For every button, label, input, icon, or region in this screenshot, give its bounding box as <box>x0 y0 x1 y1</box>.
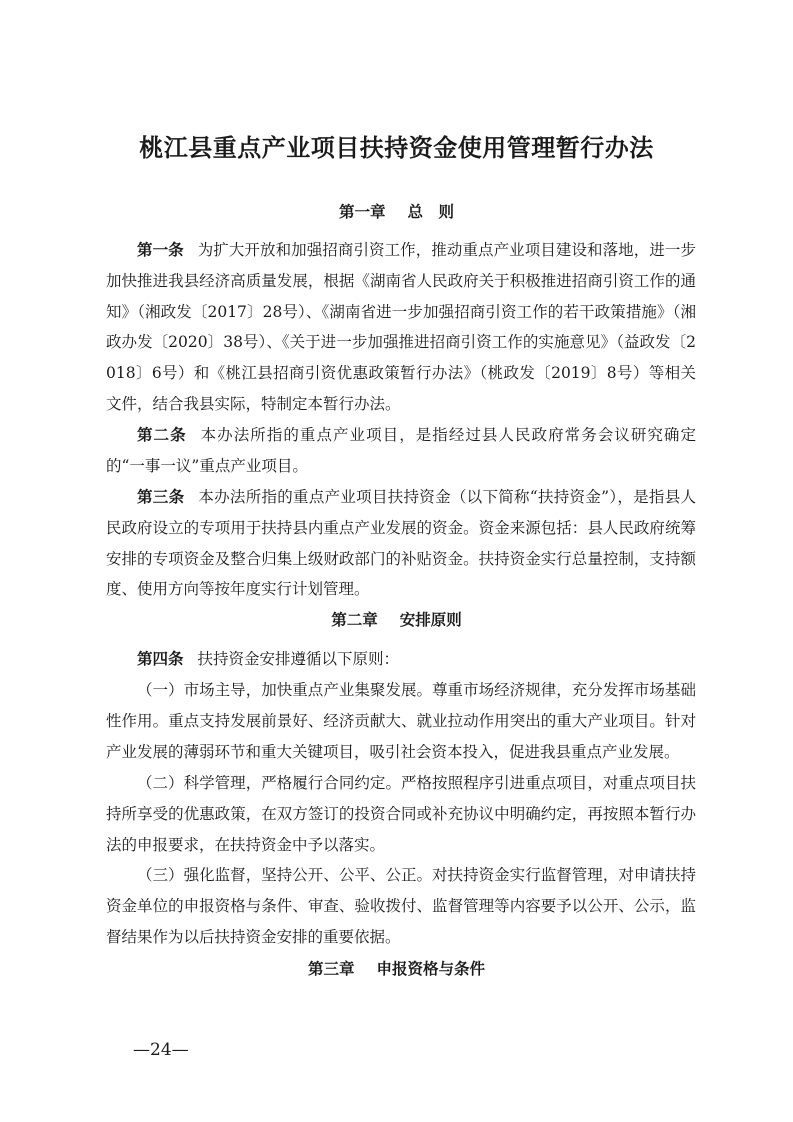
principle-text: 对扶持资金实行监督管理，对申请扶持资金单位的申报资格与条件、审查、验收拨付、监督管理等内容要予以公开、公示，监督结果作为以后扶持资金安排的重要依据。 <box>106 866 696 946</box>
chapter-name: 安排原则 <box>399 611 462 629</box>
article-text: 本办法所指的重点产业项目扶持资金（以下简称“扶持资金”），是指县人民政府设立的专项用于扶持县内重点产业发展的资金。资金来源包括：县人民政府统筹安排的专项资金及整合归集上级财政部门的补贴资金。扶持资金实行总量控制，支持额度、使用方向等按年度实行计划管理。 <box>106 488 696 599</box>
article-paragraph <box>106 420 696 482</box>
article-text: 为扩大开放和加强招商引资工作，推动重点产业项目建设和落地，进一步加快推进我县经济高质量发展，根据《湖南省人民政府关于积极推进招商引资工作的通知》（湘政发〔2017〕28号）、《湖南省进一步加强招商引资工作的若干政策措施》（湘政办发〔2020〕38号）、《关于进一步加强推进招商引资工作的实施意见》（益政发〔2018〕6号）和《桃江县招商引资优惠政策暂行办法》（桃政发〔2019〕8号）等相关文件，结合我县实际，特制定本暂行办法。 <box>106 241 696 413</box>
chapter-heading <box>0 957 793 981</box>
article-paragraph <box>106 644 696 675</box>
principle-heading: （三）强化监督，坚持公开、公平、公正。 <box>137 866 433 884</box>
principle-heading: （一）市场主导，加快重点产业集聚发展。 <box>137 681 433 699</box>
article-label: 第一条 <box>137 241 184 259</box>
principle-text: 严格按照程序引进重点项目，对重点项目扶持所享受的优惠政策，在双方签订的投资合同或补充协议中明确约定，再按照本暂行办法的申报要求，在扶持资金中予以落实。 <box>106 774 696 854</box>
article-paragraph <box>106 482 696 605</box>
principle-heading: （二）科学管理，严格履行合同约定。 <box>137 774 401 792</box>
page-number: —24— <box>133 1040 189 1060</box>
article-paragraph <box>106 235 696 420</box>
article-label: 第二条 <box>137 426 187 444</box>
chapter-heading <box>0 608 793 632</box>
chapter-number: 第三章 <box>307 960 355 978</box>
article-text: 扶持资金安排遵循以下原则： <box>197 650 400 668</box>
principle-paragraph <box>106 768 696 860</box>
chapter-name: 申报资格与条件 <box>376 960 486 978</box>
article-label: 第三条 <box>137 488 185 506</box>
principle-paragraph <box>106 675 696 767</box>
document-title: 桃江县重点产业项目扶持资金使用管理暂行办法 <box>139 133 654 162</box>
article-text: 本办法所指的重点产业项目，是指经过县人民政府常务会议研究确定的“一事一议”重点产业项目。 <box>106 426 696 475</box>
chapter-heading <box>0 200 793 224</box>
principle-paragraph <box>106 860 696 952</box>
chapter-number: 第一章 <box>338 203 386 221</box>
principle-text: 尊重市场经济规律，充分发挥市场基础性作用。重点支持发展前景好、经济贡献大、就业拉动作用突出的重大产业项目。针对产业发展的薄弱环节和重大关键项目，吸引社会资本投入，促进我县重点产业发展。 <box>106 681 696 761</box>
chapter-name: 总 则 <box>407 203 455 221</box>
article-label: 第四条 <box>137 650 184 668</box>
chapter-number: 第二章 <box>331 611 378 629</box>
